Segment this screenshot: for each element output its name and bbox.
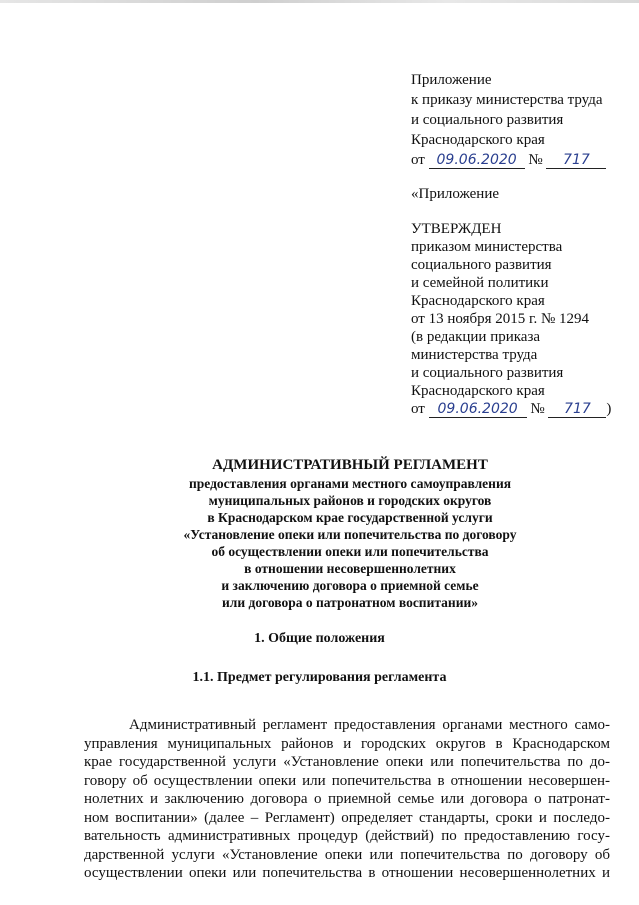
handwritten-number: 717 [546, 152, 606, 169]
title-line: «Установление опеки или попечительства по договору [183, 527, 517, 542]
body-line: говору об осуществлении опеки или попечительства в отношении несовершен- [84, 772, 610, 789]
from-label: от [411, 401, 425, 417]
approved-line: Краснодарского края [411, 383, 545, 399]
section-heading: 1. Общие положения [254, 631, 385, 646]
body-line: вательность административных процедур (действий) по предоставлению госу- [84, 828, 610, 844]
approved-line: социального развития [411, 257, 552, 273]
body-line: крае государственной услуги «Установление опеки или попечительства по до- [84, 754, 610, 770]
body-line: управления муниципальных районов и городских округов в Краснодарском [84, 735, 610, 752]
title-line: муниципальных районов и городских округов [208, 493, 492, 508]
subsection-heading: 1.1. Предмет регулирования регламента [192, 670, 447, 685]
body-line: нолетних и заключению договора о приемной семье или договора о патронат- [84, 791, 610, 807]
number-label: № [528, 152, 543, 168]
approved-date-line [411, 400, 633, 418]
body-line: Административный регламент предоставления органами местного само- [129, 717, 610, 733]
appendix-line: и социального развития [411, 112, 564, 128]
page-title: АДМИНИСТРАТИВНЫЙ РЕГЛАМЕНТ [212, 457, 488, 473]
spacer [411, 203, 633, 220]
approved-line: Краснодарского края [411, 293, 545, 309]
closing-paren: ) [606, 401, 612, 417]
regulation-title [120, 457, 580, 611]
body-line: осуществлении опеки или попечительства в отношении несовершеннолетних и [84, 865, 610, 881]
scan-edge [0, 0, 639, 3]
title-line: и заключению договора о приемной семье [221, 578, 479, 593]
title-line: в отношении несовершеннолетних [244, 561, 456, 576]
body-line: ном воспитании» (далее – Регламент) определяет стандарты, сроки и последо- [84, 809, 610, 826]
appendix-line: Приложение [411, 72, 492, 88]
approved-line: от 13 ноября 2015 г. № 1294 [411, 311, 590, 327]
handwritten-date: 09.06.2020 [429, 401, 527, 418]
number-label: № [530, 401, 545, 417]
approved-block [411, 185, 633, 418]
from-label: от [411, 152, 425, 168]
approved-line: (в редакции приказа [411, 329, 541, 345]
approved-line: министерства труда [411, 347, 538, 363]
title-line: или договора о патронатном воспитании» [221, 595, 478, 610]
appendix-date-line [411, 150, 631, 170]
approved-heading: УТВЕРЖДЕН [411, 221, 502, 237]
approved-line: и социального развития [411, 365, 564, 381]
approved-prefix: «Приложение [411, 186, 500, 202]
body-line: дарственной услуги «Установление опеки или попечительства по договору об [84, 846, 610, 863]
approved-line: и семейной политики [411, 275, 549, 291]
handwritten-number: 717 [548, 401, 606, 418]
appendix-line: Краснодарского края [411, 132, 545, 148]
title-line: предоставления органами местного самоуправления [188, 476, 512, 491]
appendix-line: к приказу министерства труда [411, 92, 603, 108]
title-line: в Краснодарском крае государственной услуги [207, 510, 493, 525]
title-line: об осуществлении опеки или попечительства [211, 544, 489, 559]
body-paragraph [84, 716, 610, 883]
approved-line: приказом министерства [411, 239, 563, 255]
appendix-block [411, 70, 631, 170]
handwritten-date: 09.06.2020 [429, 152, 525, 169]
